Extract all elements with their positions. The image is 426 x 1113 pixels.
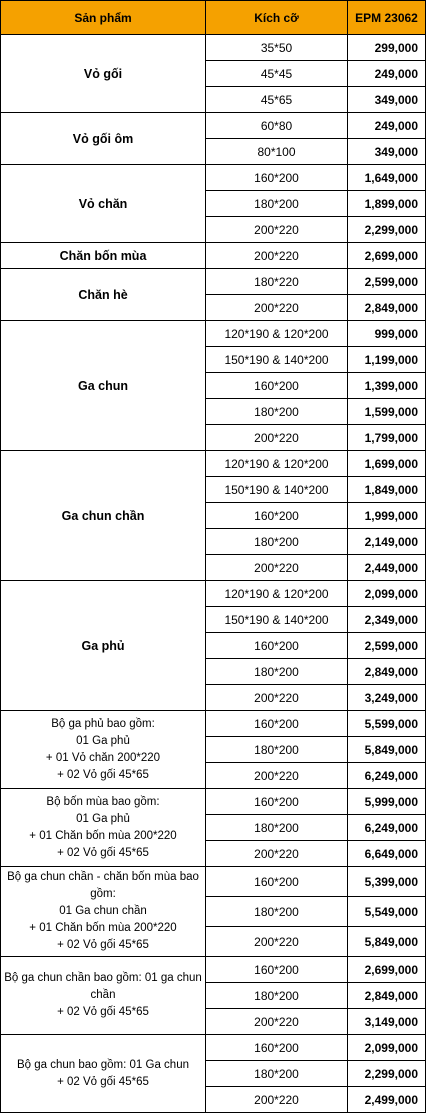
size-cell: 200*220	[206, 1009, 348, 1035]
price-cell: 3,249,000	[348, 685, 426, 711]
size-cell: 120*190 & 120*200	[206, 581, 348, 607]
price-cell: 6,249,000	[348, 815, 426, 841]
header-size: Kích cỡ	[206, 1, 348, 35]
price-cell: 349,000	[348, 87, 426, 113]
size-cell: 200*220	[206, 763, 348, 789]
size-cell: 160*200	[206, 165, 348, 191]
price-cell: 349,000	[348, 139, 426, 165]
table-row	[1, 867, 426, 897]
size-cell: 180*200	[206, 1061, 348, 1087]
price-cell: 2,149,000	[348, 529, 426, 555]
price-cell: 299,000	[348, 35, 426, 61]
size-cell: 200*220	[206, 425, 348, 451]
price-cell: 249,000	[348, 61, 426, 87]
price-cell: 2,499,000	[348, 1087, 426, 1113]
size-cell: 45*65	[206, 87, 348, 113]
size-cell: 200*220	[206, 295, 348, 321]
size-cell: 60*80	[206, 113, 348, 139]
price-cell: 999,000	[348, 321, 426, 347]
size-cell: 150*190 & 140*200	[206, 477, 348, 503]
product-name-cell: Ga chun	[1, 321, 206, 451]
size-cell: 180*200	[206, 897, 348, 927]
product-name-cell: Bộ ga chun chần bao gồm: 01 ga chun chần + 02 Vỏ gối 45*65	[1, 957, 206, 1035]
price-cell: 5,599,000	[348, 711, 426, 737]
table-row	[1, 269, 426, 295]
size-cell: 200*220	[206, 841, 348, 867]
price-cell: 2,599,000	[348, 633, 426, 659]
size-cell: 180*200	[206, 737, 348, 763]
product-name-cell: Ga phủ	[1, 581, 206, 711]
table-row	[1, 581, 426, 607]
size-cell: 180*200	[206, 191, 348, 217]
table-row	[1, 957, 426, 983]
size-cell: 180*200	[206, 529, 348, 555]
price-cell: 3,149,000	[348, 1009, 426, 1035]
price-cell: 5,399,000	[348, 867, 426, 897]
product-name-cell: Ga chun chần	[1, 451, 206, 581]
product-name-cell: Chăn hè	[1, 269, 206, 321]
price-cell: 2,099,000	[348, 581, 426, 607]
price-cell: 1,799,000	[348, 425, 426, 451]
price-cell: 1,699,000	[348, 451, 426, 477]
size-cell: 80*100	[206, 139, 348, 165]
size-cell: 120*190 & 120*200	[206, 451, 348, 477]
size-cell: 200*220	[206, 927, 348, 957]
price-cell: 5,849,000	[348, 737, 426, 763]
product-name-cell: Bộ ga chun chần - chăn bốn mùa bao gồm: 01 Ga chun chần + 01 Chăn bốn mùa 200*220 + 02 Vỏ gối 45*65	[1, 867, 206, 957]
size-cell: 120*190 & 120*200	[206, 321, 348, 347]
table-row	[1, 451, 426, 477]
size-cell: 160*200	[206, 503, 348, 529]
table-body	[1, 35, 426, 1113]
size-cell: 160*200	[206, 373, 348, 399]
price-cell: 2,849,000	[348, 295, 426, 321]
size-cell: 200*220	[206, 243, 348, 269]
price-cell: 2,349,000	[348, 607, 426, 633]
header-price: EPM 23062	[348, 1, 426, 35]
size-cell: 160*200	[206, 711, 348, 737]
price-cell: 2,299,000	[348, 1061, 426, 1087]
product-name-cell: Bộ ga phủ bao gồm: 01 Ga phủ + 01 Vỏ chăn 200*220 + 02 Vỏ gối 45*65	[1, 711, 206, 789]
price-cell: 1,999,000	[348, 503, 426, 529]
table-row	[1, 243, 426, 269]
price-cell: 249,000	[348, 113, 426, 139]
product-name-cell: Bộ bốn mùa bao gồm: 01 Ga phủ + 01 Chăn bốn mùa 200*220 + 02 Vỏ gối 45*65	[1, 789, 206, 867]
product-name-cell: Chăn bốn mùa	[1, 243, 206, 269]
size-cell: 160*200	[206, 1035, 348, 1061]
price-cell: 2,599,000	[348, 269, 426, 295]
price-cell: 2,449,000	[348, 555, 426, 581]
size-cell: 45*45	[206, 61, 348, 87]
price-cell: 1,599,000	[348, 399, 426, 425]
table-row	[1, 165, 426, 191]
table-row	[1, 321, 426, 347]
price-cell: 2,849,000	[348, 983, 426, 1009]
table-row	[1, 711, 426, 737]
price-cell: 2,099,000	[348, 1035, 426, 1061]
price-cell: 1,649,000	[348, 165, 426, 191]
size-cell: 200*220	[206, 685, 348, 711]
size-cell: 180*200	[206, 983, 348, 1009]
size-cell: 200*220	[206, 1087, 348, 1113]
price-cell: 6,249,000	[348, 763, 426, 789]
size-cell: 180*200	[206, 815, 348, 841]
price-cell: 1,849,000	[348, 477, 426, 503]
price-cell: 1,899,000	[348, 191, 426, 217]
price-cell: 2,699,000	[348, 957, 426, 983]
price-cell: 1,199,000	[348, 347, 426, 373]
price-cell: 2,849,000	[348, 659, 426, 685]
size-cell: 200*220	[206, 217, 348, 243]
price-cell: 5,849,000	[348, 927, 426, 957]
price-cell: 2,699,000	[348, 243, 426, 269]
header-product: Sản phẩm	[1, 1, 206, 35]
size-cell: 150*190 & 140*200	[206, 347, 348, 373]
product-name-cell: Bộ ga chun bao gồm: 01 Ga chun + 02 Vỏ gối 45*65	[1, 1035, 206, 1113]
size-cell: 150*190 & 140*200	[206, 607, 348, 633]
price-cell: 1,399,000	[348, 373, 426, 399]
table-row	[1, 1035, 426, 1061]
size-cell: 160*200	[206, 867, 348, 897]
size-cell: 160*200	[206, 789, 348, 815]
table-row	[1, 35, 426, 61]
price-cell: 5,999,000	[348, 789, 426, 815]
header-row	[1, 1, 426, 35]
product-name-cell: Vỏ gối	[1, 35, 206, 113]
product-name-cell: Vỏ chăn	[1, 165, 206, 243]
size-cell: 180*200	[206, 659, 348, 685]
price-cell: 2,299,000	[348, 217, 426, 243]
size-cell: 200*220	[206, 555, 348, 581]
table-row	[1, 789, 426, 815]
size-cell: 180*220	[206, 269, 348, 295]
product-name-cell: Vỏ gối ôm	[1, 113, 206, 165]
price-cell: 6,649,000	[348, 841, 426, 867]
price-cell: 5,549,000	[348, 897, 426, 927]
size-cell: 180*200	[206, 399, 348, 425]
size-cell: 160*200	[206, 633, 348, 659]
table-row	[1, 113, 426, 139]
size-cell: 35*50	[206, 35, 348, 61]
size-cell: 160*200	[206, 957, 348, 983]
